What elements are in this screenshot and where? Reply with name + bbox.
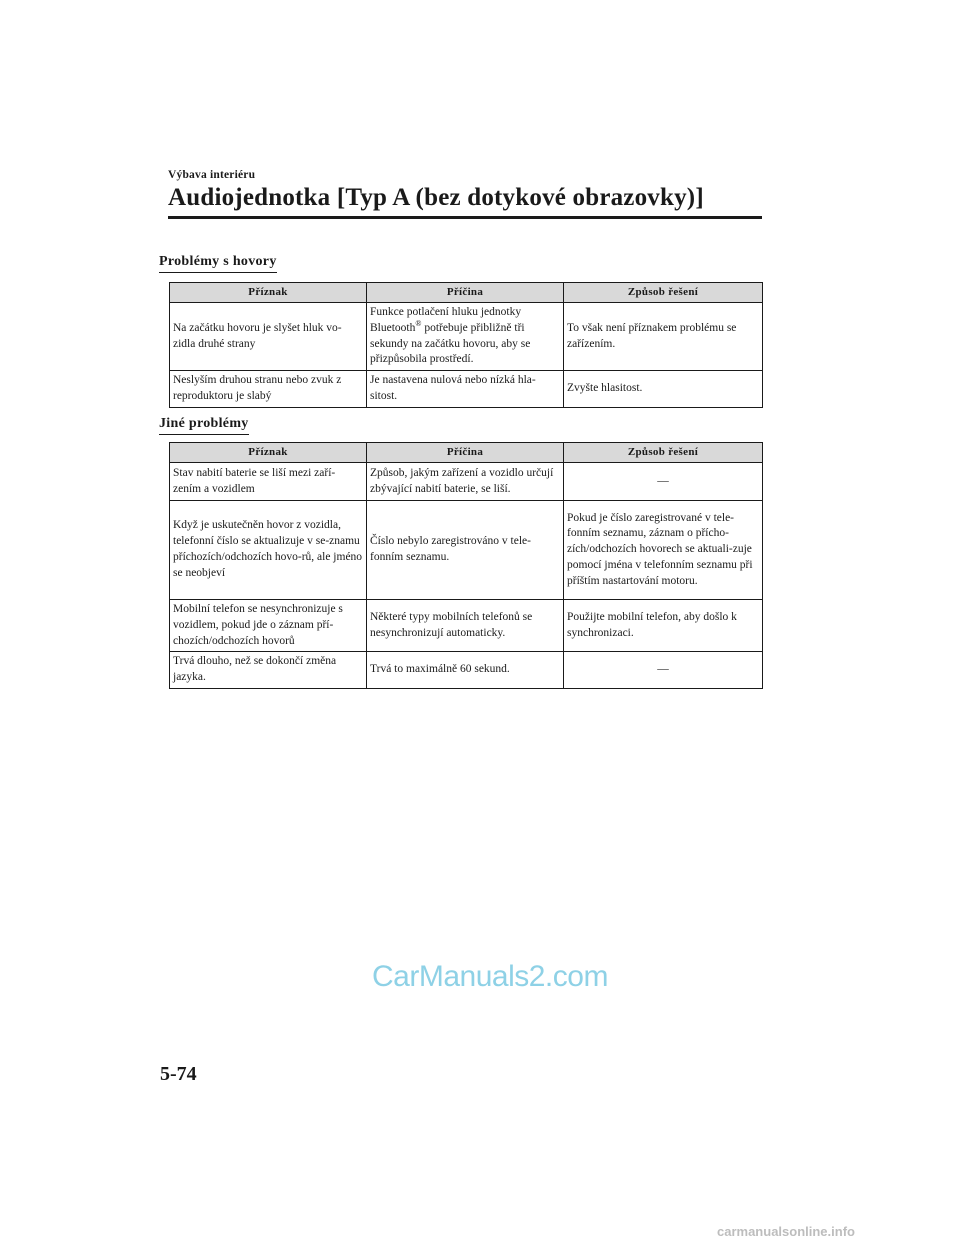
table-row [170, 303, 763, 371]
column-header-cause: Příčina [367, 443, 564, 463]
solution-cell: — [564, 652, 763, 689]
title-rule [168, 216, 762, 219]
symptom-cell: Na začátku hovoru je slyšet hluk vo-zidla druhé strany [170, 303, 367, 371]
cause-cell: Číslo nebylo zaregistrováno v tele-fonním seznamu. [367, 501, 564, 600]
other-table [169, 442, 763, 689]
cause-cell: Způsob, jakým zařízení a vozidlo určují zbývající nabití baterie, se liší. [367, 463, 564, 501]
symptom-cell: Trvá dlouho, než se dokončí změna jazyka. [170, 652, 367, 689]
other-heading: Jiné problémy [159, 416, 249, 435]
solution-cell: Pokud je číslo zaregistrované v tele-fonním seznamu, záznam o přícho-zích/odchozích hovorech se aktuali-zuje pomocí jména v telefonním seznamu při příštím nastartování motoru. [564, 501, 763, 600]
symptom-cell: Když je uskutečněn hovor z vozidla, telefonní číslo se aktualizuje v se-znamu příchozích/odchozích hovo-rů, ale jméno se neobjeví [170, 501, 367, 600]
symptom-cell: Stav nabití baterie se liší mezi zaří-zením a vozidlem [170, 463, 367, 501]
table-row [170, 600, 763, 652]
symptom-cell: Neslyším druhou stranu nebo zvuk z reproduktoru je slabý [170, 371, 367, 408]
table-header-row [170, 443, 763, 463]
solution-cell: To však není příznakem problému se zařízením. [564, 303, 763, 371]
table-row [170, 501, 763, 600]
column-header-solution: Způsob řešení [564, 443, 763, 463]
registered-mark: ® [415, 318, 422, 328]
table-row [170, 371, 763, 408]
table-row [170, 652, 763, 689]
cause-text-continued: potřebuje přibližně tři sekundy na začátku hovoru, aby se přizpůsobila prostředí. [370, 321, 531, 366]
page-title: Audiojednotka [Typ A (bez dotykové obrazovky)] [168, 184, 704, 211]
calls-heading: Problémy s hovory [159, 254, 277, 273]
table-header-row [170, 283, 763, 303]
solution-cell: Zvyšte hlasitost. [564, 371, 763, 408]
footer-site: carmanualsonline.info [717, 1224, 855, 1239]
column-header-cause: Příčina [367, 283, 564, 303]
column-header-solution: Způsob řešení [564, 283, 763, 303]
section-label: Výbava interiéru [168, 169, 256, 181]
cause-cell: Trvá to maximálně 60 sekund. [367, 652, 564, 689]
page-number: 5-74 [160, 1063, 197, 1085]
cause-text: Funkce potlačení hluku jednotky Bluetooth [370, 306, 522, 334]
cause-cell [367, 303, 564, 371]
solution-cell: — [564, 463, 763, 501]
symptom-cell: Mobilní telefon se nesynchronizuje s vozidlem, pokud jde o záznam pří-chozích/odchozích hovorů [170, 600, 367, 652]
column-header-symptom: Příznak [170, 443, 367, 463]
column-header-symptom: Příznak [170, 283, 367, 303]
calls-table [169, 282, 763, 408]
watermark: CarManuals2.com [372, 960, 608, 993]
table-row [170, 463, 763, 501]
cause-cell: Některé typy mobilních telefonů se nesynchronizují automaticky. [367, 600, 564, 652]
solution-cell: Použijte mobilní telefon, aby došlo k synchronizaci. [564, 600, 763, 652]
cause-cell: Je nastavena nulová nebo nízká hla-sitost. [367, 371, 564, 408]
